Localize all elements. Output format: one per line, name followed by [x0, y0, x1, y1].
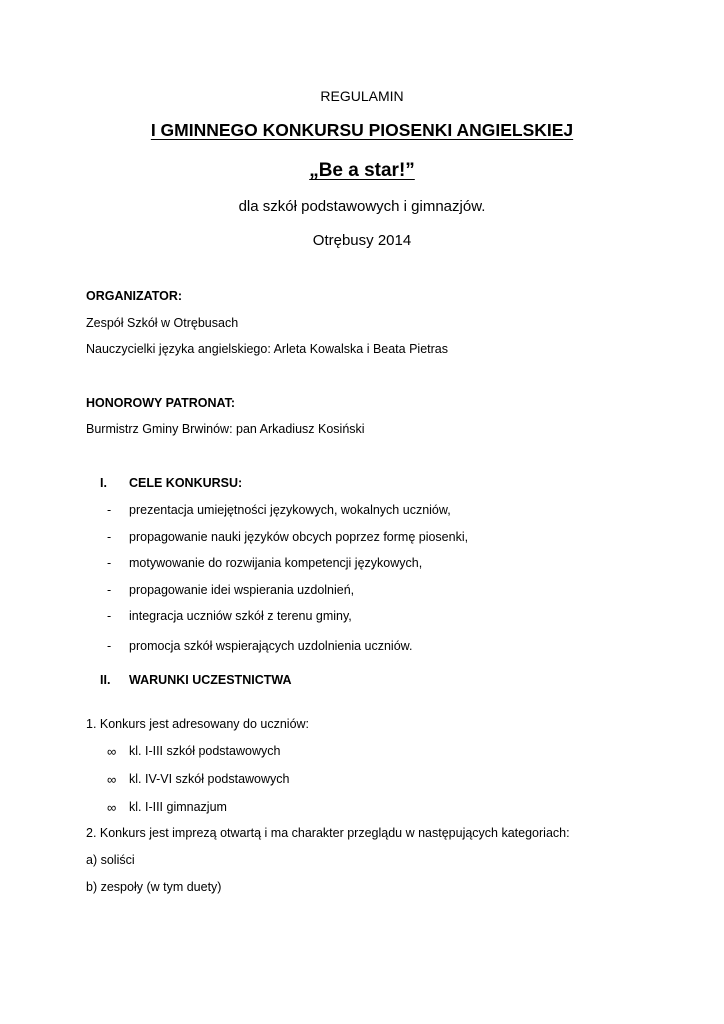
- list-item: propagowanie nauki języków obcych poprzez formę piosenki,: [129, 530, 469, 544]
- list-bullet: -: [107, 609, 112, 623]
- list-item: prezentacja umiejętności językowych, wokalnych uczniów,: [129, 503, 451, 517]
- conditions-heading: WARUNKI UCZESTNICTWA: [129, 673, 292, 687]
- organizer-line: Nauczycielki języka angielskiego: Arleta Kowalska i Beata Pietras: [86, 342, 448, 356]
- doc-title: I GMINNEGO KONKURSU PIOSENKI ANGIELSKIEJ: [150, 120, 574, 140]
- list-item: promocja szkół wspierających uzdolnienia uczniów.: [129, 639, 413, 653]
- doc-audience: dla szkół podstawowych i gimnazjów.: [238, 198, 486, 215]
- patronage-line: Burmistrz Gminy Brwinów: pan Arkadiusz Kosiński: [86, 422, 365, 436]
- list-bullet: -: [107, 583, 112, 597]
- organizer-heading: ORGANIZATOR:: [86, 289, 183, 303]
- infinity-bullet: ∞: [107, 800, 117, 815]
- list-bullet: -: [107, 556, 112, 570]
- grade-item: kl. I-III szkół podstawowych: [129, 744, 281, 758]
- section-numeral: I.: [100, 476, 107, 490]
- list-bullet: -: [107, 530, 112, 544]
- conditions-point: 2. Konkurs jest imprezą otwartą i ma charakter przeglądu w następujących kategoriach:: [86, 826, 570, 840]
- goals-heading: CELE KONKURSU:: [129, 476, 243, 490]
- infinity-bullet: ∞: [107, 744, 117, 759]
- category-item: b) zespoły (w tym duety): [86, 880, 222, 894]
- doc-place-year: Otrębusy 2014: [312, 232, 412, 249]
- conditions-point: 1. Konkurs jest adresowany do uczniów:: [86, 717, 310, 731]
- infinity-bullet: ∞: [107, 772, 117, 787]
- list-item: propagowanie idei wspierania uzdolnień,: [129, 583, 355, 597]
- doc-label: REGULAMIN: [320, 88, 404, 104]
- list-bullet: -: [107, 639, 112, 653]
- organizer-line: Zespół Szkół w Otrębusach: [86, 316, 239, 330]
- section-numeral: II.: [100, 673, 111, 687]
- category-item: a) soliści: [86, 853, 135, 867]
- list-item: integracja uczniów szkół z terenu gminy,: [129, 609, 352, 623]
- list-bullet: -: [107, 503, 112, 517]
- grade-item: kl. IV-VI szkół podstawowych: [129, 772, 290, 786]
- list-item: motywowanie do rozwijania kompetencji językowych,: [129, 556, 423, 570]
- grade-item: kl. I-III gimnazjum: [129, 800, 227, 814]
- doc-subtitle: „Be a star!”: [309, 160, 415, 181]
- patronage-heading: HONOROWY PATRONAT:: [86, 396, 236, 410]
